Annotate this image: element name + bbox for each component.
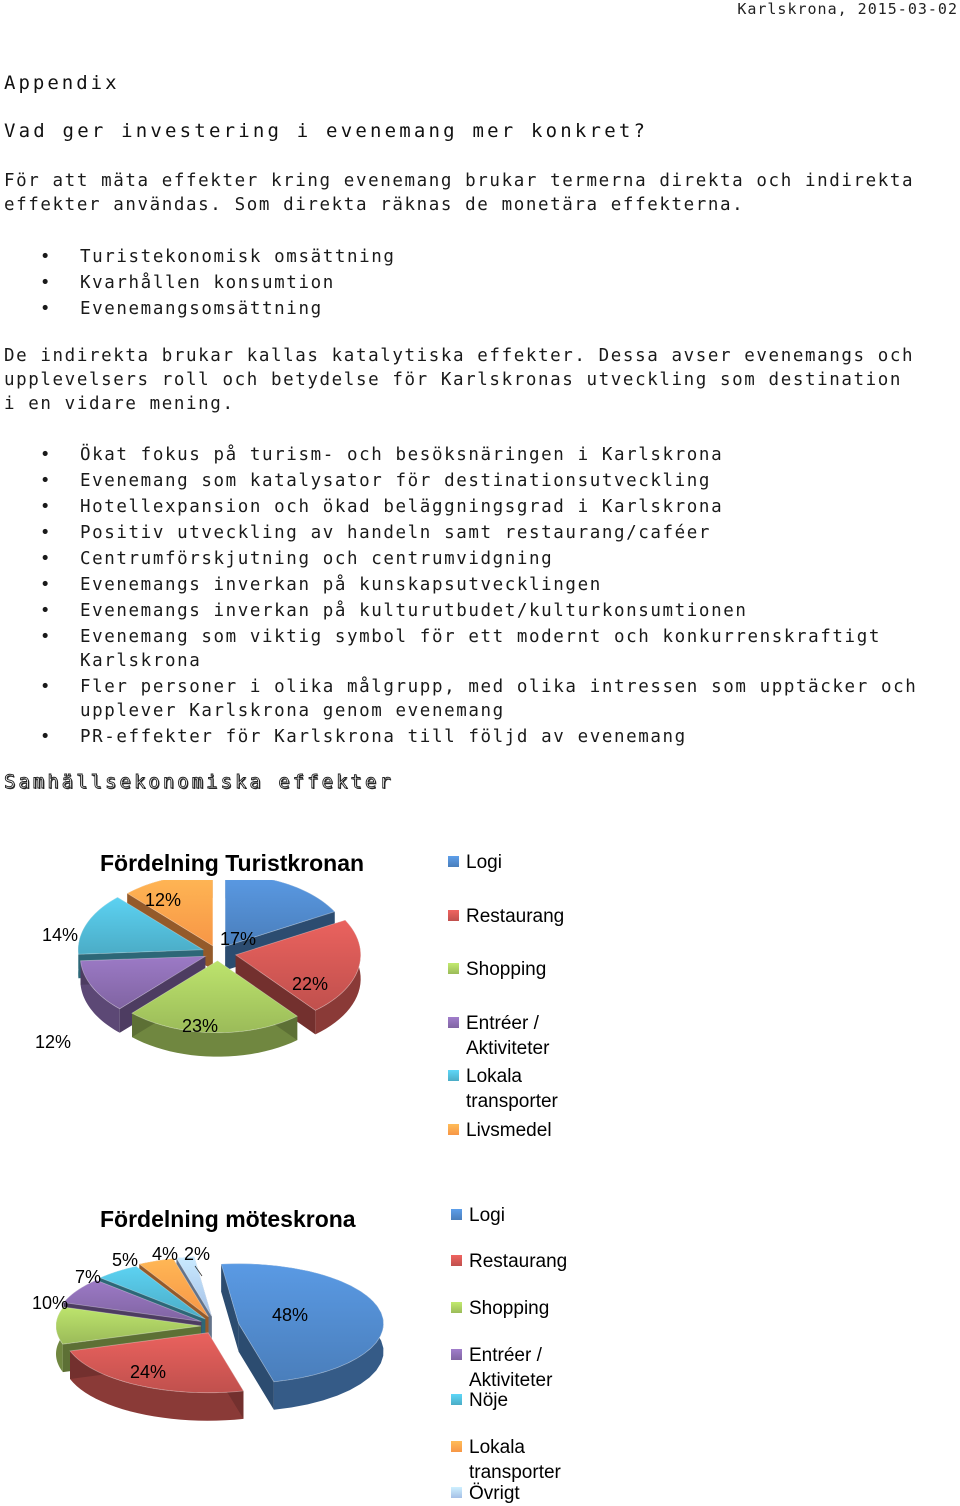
list-item xyxy=(40,599,917,623)
legend-swatch xyxy=(451,1394,462,1405)
legend-swatch xyxy=(448,1017,459,1028)
list-item-text: PR-effekter för Karlskrona till följd av evenemang xyxy=(80,727,687,747)
legend-label: Nöje xyxy=(469,1390,509,1411)
document-date: Karlskrona, 2015-03-02 xyxy=(737,0,958,18)
pie-chart-moteskrona xyxy=(20,1236,440,1466)
list-item xyxy=(40,443,917,467)
pie-value-label-logi: 17% xyxy=(220,929,257,949)
legend-label: Lokala transporter xyxy=(466,1066,558,1112)
pie-value-label-logi: 48% xyxy=(272,1305,309,1325)
legend-label: Logi xyxy=(469,1205,505,1226)
bullet-icon: • xyxy=(40,727,52,747)
legend-item-övrigt xyxy=(469,1481,520,1506)
legend-swatch xyxy=(448,910,459,921)
pie-value-label-övrigt: 2% xyxy=(184,1244,211,1264)
intro-line-2: effekter användas. Som direkta räknas de monetära effekterna. xyxy=(4,195,745,215)
list-item-text: Kvarhållen konsumtion xyxy=(80,273,335,293)
legend-item-entréer-aktiviteter xyxy=(469,1343,552,1393)
list-item xyxy=(40,725,917,749)
pie-chart-turistkronan xyxy=(20,880,440,1120)
legend-swatch xyxy=(451,1302,462,1313)
legend-swatch xyxy=(448,1070,459,1081)
legend-label: Entréer / Aktiviteter xyxy=(466,1013,550,1059)
legend-item-restaurang xyxy=(466,904,564,929)
legend-swatch xyxy=(451,1349,462,1360)
chart-title-turistkronan: Fördelning Turistkronan xyxy=(100,850,365,876)
legend-swatch xyxy=(448,1124,459,1135)
bullet-icon: • xyxy=(40,497,52,517)
legend-label: Logi xyxy=(466,852,502,873)
legend-label: Livsmedel xyxy=(466,1120,552,1141)
socioeconomic-heading: Samhällsekonomiska effekter xyxy=(4,771,394,793)
list-item xyxy=(40,547,917,571)
legend-item-entréer-aktiviteter xyxy=(466,1011,549,1061)
list-item-text: Centrumförskjutning och centrumvidgning xyxy=(80,549,554,569)
pie-value-label-lokala-transporter: 14% xyxy=(42,925,79,945)
list-item-text: Evenemangs inverkan på kulturutbudet/kulturkonsumtionen xyxy=(80,601,748,621)
list-item-text: Fler personer i olika målgrupp, med olika intressen som upptäcker och upplever Karlskrona genom evenemang xyxy=(80,677,918,721)
bullet-icon: • xyxy=(40,273,52,293)
legend-item-lokala-transporter xyxy=(469,1435,561,1485)
list-item xyxy=(40,573,917,597)
legend-item-lokala-transporter xyxy=(466,1064,558,1114)
bullet-icon: • xyxy=(40,601,52,621)
legend-label: Restaurang xyxy=(469,1251,568,1272)
legend-label: Entréer / Aktiviteter xyxy=(469,1345,553,1391)
bullet-icon: • xyxy=(40,471,52,491)
pie-value-label-shopping: 23% xyxy=(182,1016,219,1036)
list-item xyxy=(40,675,917,723)
appendix-heading: Appendix xyxy=(4,72,120,94)
bullet-icon: • xyxy=(40,523,52,543)
pie-value-label-livsmedel: 12% xyxy=(145,890,182,910)
pie-value-label-restaurang: 22% xyxy=(292,974,329,994)
legend-label: Shopping xyxy=(469,1298,550,1319)
list-item-text: Positiv utveckling av handeln samt restaurang/caféer xyxy=(80,523,712,543)
legend-swatch xyxy=(448,963,459,974)
indirect-line-2: upplevelsers roll och betydelse för Karlskronas utveckling som destination xyxy=(4,370,903,390)
pie-value-label-shopping: 10% xyxy=(32,1293,69,1313)
list-item-text: Hotellexpansion och ökad beläggningsgrad i Karlskrona xyxy=(80,497,724,517)
list-item-text: Evenemang som katalysator för destinationsutveckling xyxy=(80,471,712,491)
pie-value-label-restaurang: 24% xyxy=(130,1362,167,1382)
legend-item-nöje xyxy=(469,1388,508,1413)
legend-item-logi xyxy=(469,1203,505,1228)
list-item xyxy=(40,625,917,673)
list-item xyxy=(40,296,396,322)
list-item xyxy=(40,244,396,270)
chart-title-moteskrona: Fördelning möteskrona xyxy=(100,1206,356,1232)
list-item-text: Evenemang som viktig symbol för ett modernt och konkurrenskraftigt Karlskrona xyxy=(80,627,881,671)
legend-item-shopping xyxy=(466,957,546,982)
bullet-icon: • xyxy=(40,575,52,595)
legend-item-restaurang xyxy=(469,1249,567,1274)
direct-effects-list xyxy=(40,244,396,322)
legend-label: Lokala transporter xyxy=(469,1437,561,1483)
list-item-text: Turistekonomisk omsättning xyxy=(80,247,396,267)
bullet-icon: • xyxy=(40,677,52,697)
list-item xyxy=(40,495,917,519)
legend-item-logi xyxy=(466,850,502,875)
list-item-text: Ökat fokus på turism- och besöksnäringen i Karlskrona xyxy=(80,445,724,465)
legend-label: Shopping xyxy=(466,959,547,980)
legend-swatch xyxy=(451,1441,462,1452)
legend-label: Restaurang xyxy=(466,906,565,927)
indirect-effects-list xyxy=(40,443,917,749)
list-item-text: Evenemangsomsättning xyxy=(80,299,323,319)
indirect-line-1: De indirekta brukar kallas katalytiska effekter. Dessa avser evenemangs och xyxy=(4,346,915,366)
list-item-text: Evenemangs inverkan på kunskapsutvecklingen xyxy=(80,575,602,595)
indirect-line-3: i en vidare mening. xyxy=(4,394,235,414)
legend-swatch xyxy=(451,1209,462,1220)
pie-value-label-entréer-aktiviteter: 7% xyxy=(75,1267,102,1287)
bullet-icon: • xyxy=(40,627,52,647)
list-item xyxy=(40,270,396,296)
bullet-icon: • xyxy=(40,299,52,319)
legend-swatch xyxy=(451,1255,462,1266)
list-item xyxy=(40,469,917,493)
pie-value-label-nöje: 5% xyxy=(112,1250,139,1270)
pie-value-label-entréer-aktiviteter: 12% xyxy=(35,1032,72,1052)
legend-item-shopping xyxy=(469,1296,549,1321)
list-item xyxy=(40,521,917,545)
bullet-icon: • xyxy=(40,549,52,569)
legend-label: Övrigt xyxy=(469,1483,520,1504)
intro-line-1: För att mäta effekter kring evenemang brukar termerna direkta och indirekta xyxy=(4,171,915,191)
legend-swatch xyxy=(448,856,459,867)
question-heading: Vad ger investering i evenemang mer konkret? xyxy=(4,120,649,142)
legend-item-livsmedel xyxy=(466,1118,552,1143)
legend-swatch xyxy=(451,1487,462,1498)
bullet-icon: • xyxy=(40,247,52,267)
bullet-icon: • xyxy=(40,445,52,465)
pie-value-label-lokala-transporter: 4% xyxy=(152,1244,179,1264)
